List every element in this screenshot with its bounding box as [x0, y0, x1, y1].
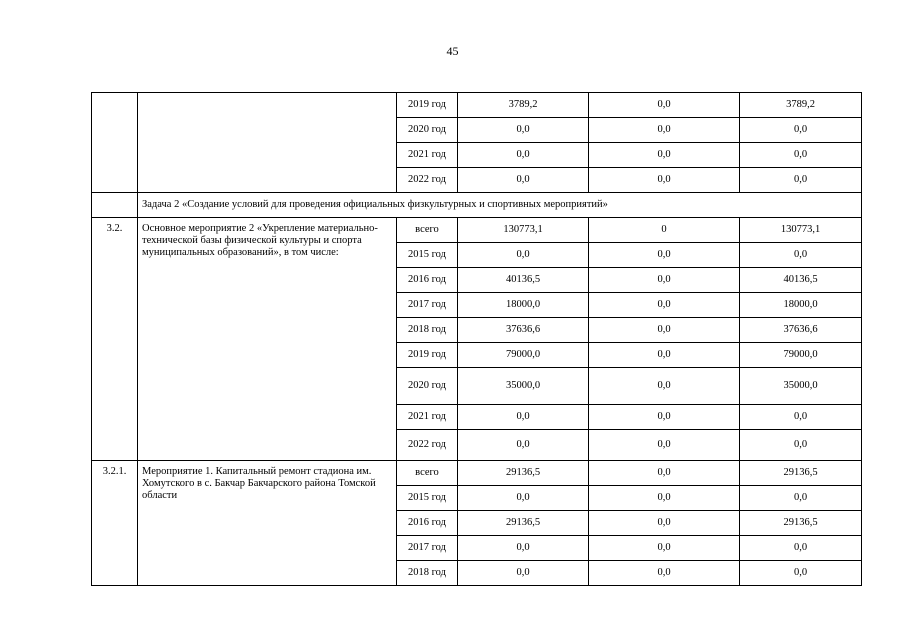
federal-cell: 0,0 [589, 118, 740, 143]
regional-cell: 0,0 [740, 486, 862, 511]
federal-cell: 0,0 [589, 405, 740, 430]
federal-cell: 0,0 [589, 536, 740, 561]
regional-cell: 0,0 [740, 168, 862, 193]
total-cell: 0,0 [458, 561, 589, 586]
total-cell: 0,0 [458, 143, 589, 168]
federal-cell: 0,0 [589, 318, 740, 343]
task-row [92, 193, 862, 218]
federal-cell: 0,0 [589, 168, 740, 193]
row-description-cell: Мероприятие 1. Капитальный ремонт стадиона им. Хомутского в с. Бакчар Бакчарского района Томской области [138, 461, 397, 586]
regional-cell: 79000,0 [740, 343, 862, 368]
year-cell: 2017 год [397, 293, 458, 318]
year-cell: 2018 год [397, 561, 458, 586]
federal-cell: 0 [589, 218, 740, 243]
total-cell: 79000,0 [458, 343, 589, 368]
task-title-cell: Задача 2 «Создание условий для проведения официальных физкультурных и спортивных мероприятий» [138, 193, 862, 218]
year-cell: 2022 год [397, 168, 458, 193]
page-number: 45 [446, 44, 459, 58]
regional-cell: 130773,1 [740, 218, 862, 243]
year-cell: 2016 год [397, 268, 458, 293]
total-cell: 3789,2 [458, 93, 589, 118]
regional-cell: 18000,0 [740, 293, 862, 318]
year-cell: 2020 год [397, 118, 458, 143]
regional-cell: 0,0 [740, 243, 862, 268]
row-code-cell [92, 93, 138, 193]
table-row [92, 93, 862, 118]
row-code-cell: 3.2. [92, 218, 138, 461]
task-code-cell [92, 193, 138, 218]
federal-cell: 0,0 [589, 293, 740, 318]
year-cell: 2018 год [397, 318, 458, 343]
year-cell: 2017 год [397, 536, 458, 561]
regional-cell: 0,0 [740, 118, 862, 143]
table-row [92, 461, 862, 486]
regional-cell: 0,0 [740, 561, 862, 586]
federal-cell: 0,0 [589, 143, 740, 168]
regional-cell: 29136,5 [740, 461, 862, 486]
federal-cell: 0,0 [589, 561, 740, 586]
regional-cell: 0,0 [740, 405, 862, 430]
federal-cell: 0,0 [589, 486, 740, 511]
regional-cell: 40136,5 [740, 268, 862, 293]
table-row [92, 218, 862, 243]
total-cell: 29136,5 [458, 511, 589, 536]
regional-cell: 3789,2 [740, 93, 862, 118]
total-cell: 0,0 [458, 430, 589, 461]
total-cell: 37636,6 [458, 318, 589, 343]
year-cell: 2021 год [397, 143, 458, 168]
total-cell: 0,0 [458, 536, 589, 561]
total-cell: 130773,1 [458, 218, 589, 243]
federal-cell: 0,0 [589, 243, 740, 268]
year-cell: всего [397, 461, 458, 486]
total-cell: 29136,5 [458, 461, 589, 486]
regional-cell: 0,0 [740, 143, 862, 168]
regional-cell: 29136,5 [740, 511, 862, 536]
year-cell: 2015 год [397, 243, 458, 268]
year-cell: всего [397, 218, 458, 243]
total-cell: 0,0 [458, 486, 589, 511]
row-description-cell: Основное мероприятие 2 «Укрепление материально-технической базы физической культуры и спорта муниципальных образований», в том числе: [138, 218, 397, 461]
total-cell: 18000,0 [458, 293, 589, 318]
year-cell: 2021 год [397, 405, 458, 430]
row-code-cell: 3.2.1. [92, 461, 138, 586]
year-cell: 2020 год [397, 368, 458, 405]
year-cell: 2015 год [397, 486, 458, 511]
total-cell: 35000,0 [458, 368, 589, 405]
year-cell: 2022 год [397, 430, 458, 461]
regional-cell: 35000,0 [740, 368, 862, 405]
regional-cell: 37636,6 [740, 318, 862, 343]
regional-cell: 0,0 [740, 430, 862, 461]
federal-cell: 0,0 [589, 268, 740, 293]
federal-cell: 0,0 [589, 511, 740, 536]
federal-cell: 0,0 [589, 93, 740, 118]
total-cell: 0,0 [458, 168, 589, 193]
regional-cell: 0,0 [740, 536, 862, 561]
federal-cell: 0,0 [589, 368, 740, 405]
year-cell: 2019 год [397, 93, 458, 118]
year-cell: 2016 год [397, 511, 458, 536]
total-cell: 40136,5 [458, 268, 589, 293]
year-cell: 2019 год [397, 343, 458, 368]
total-cell: 0,0 [458, 118, 589, 143]
total-cell: 0,0 [458, 405, 589, 430]
total-cell: 0,0 [458, 243, 589, 268]
budget-table [91, 92, 862, 586]
federal-cell: 0,0 [589, 430, 740, 461]
federal-cell: 0,0 [589, 461, 740, 486]
row-description-cell [138, 93, 397, 193]
federal-cell: 0,0 [589, 343, 740, 368]
